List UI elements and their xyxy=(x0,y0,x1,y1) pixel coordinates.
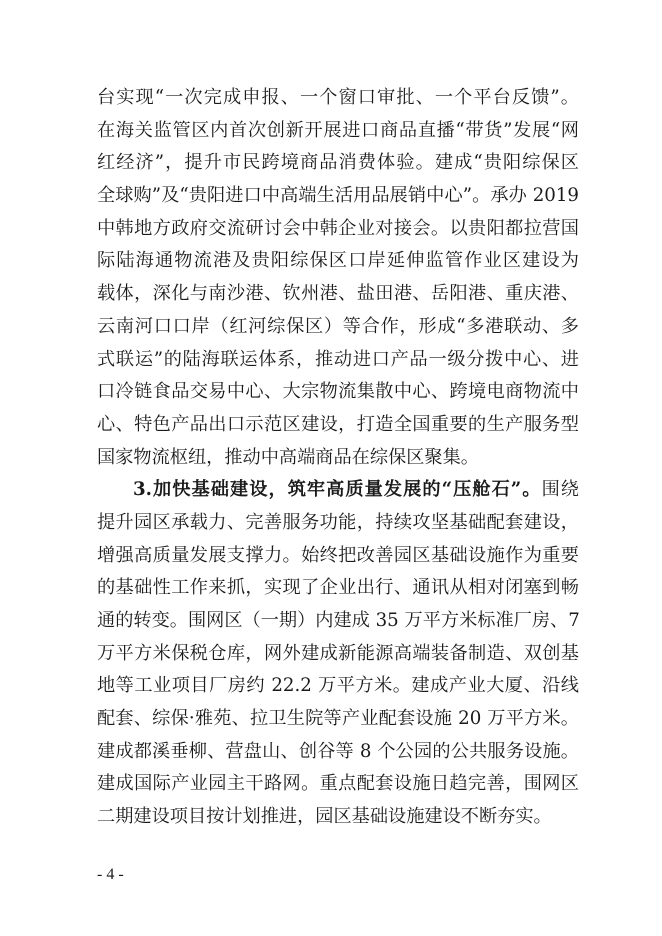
text-line: 提升园区承载力、完善服务功能，持续攻坚基础配套建设， xyxy=(97,511,579,533)
page-number: - 4 - xyxy=(97,866,124,883)
section-heading-line xyxy=(97,474,579,507)
text-line: 万平方米保税仓库，网外建成新能源高端装备制造、双创基 xyxy=(97,642,579,664)
text-line: 建成都溪垂柳、营盘山、创谷等 8 个公园的公共服务设施。 xyxy=(97,740,579,762)
section-heading-tail: 围绕 xyxy=(541,479,579,501)
text-line: 配套、综保·雅苑、拉卫生院等产业配套设施 20 万平方米。 xyxy=(97,708,579,730)
text-line: 云南河口口岸（红河综保区）等合作，形成“多港联动、多 xyxy=(97,315,579,337)
text-line: 地等工业项目厂房约 22.2 万平方米。建成产业大厦、沿线 xyxy=(97,675,579,697)
text-line: 际陆海通物流港及贵阳综保区口岸延伸监管作业区建设为 xyxy=(97,250,579,272)
document-body xyxy=(97,82,579,834)
text-line: 红经济”，提升市民跨境商品消费体验。建成“贵阳综保区 xyxy=(97,152,579,174)
text-line: 通的转变。围网区（一期）内建成 35 万平方米标准厂房、7 xyxy=(97,610,580,631)
text-line: 在海关监管区内首次创新开展进口商品直播“带货”发展“网 xyxy=(97,119,579,141)
text-line: 二期建设项目按计划推进，园区基础设施建设不断夯实。 xyxy=(97,806,552,828)
text-line: 载体，深化与南沙港、钦州港、盐田港、岳阳港、重庆港、 xyxy=(97,283,579,305)
text-line: 全球购”及“贵阳进口中高端生活用品展销中心”。承办 2019 xyxy=(97,185,579,207)
section-heading: 3.加快基础建设，筑牢高质量发展的“压舱石”。 xyxy=(133,479,542,501)
text-line: 式联运”的陆海联运体系，推动进口产品一级分拨中心、进 xyxy=(97,348,579,370)
text-line: 增强高质量发展支撑力。始终把改善园区基础设施作为重要 xyxy=(97,544,579,566)
text-line: 国家物流枢纽，推动中高端商品在综保区聚集。 xyxy=(97,446,479,468)
text-line: 口冷链食品交易中心、大宗物流集散中心、跨境电商物流中 xyxy=(97,381,579,403)
text-line: 建成国际产业园主干路网。重点配套设施日趋完善，围网区 xyxy=(97,773,579,795)
text-line: 心、特色产品出口示范区建设，打造全国重要的生产服务型 xyxy=(97,413,579,435)
text-line: 的基础性工作来抓，实现了企业出行、通讯从相对闭塞到畅 xyxy=(97,577,579,599)
text-line: 中韩地方政府交流研讨会中韩企业对接会。以贵阳都拉营国 xyxy=(97,217,579,239)
text-line: 台实现“一次完成申报、一个窗口审批、一个平台反馈”。 xyxy=(97,87,579,108)
